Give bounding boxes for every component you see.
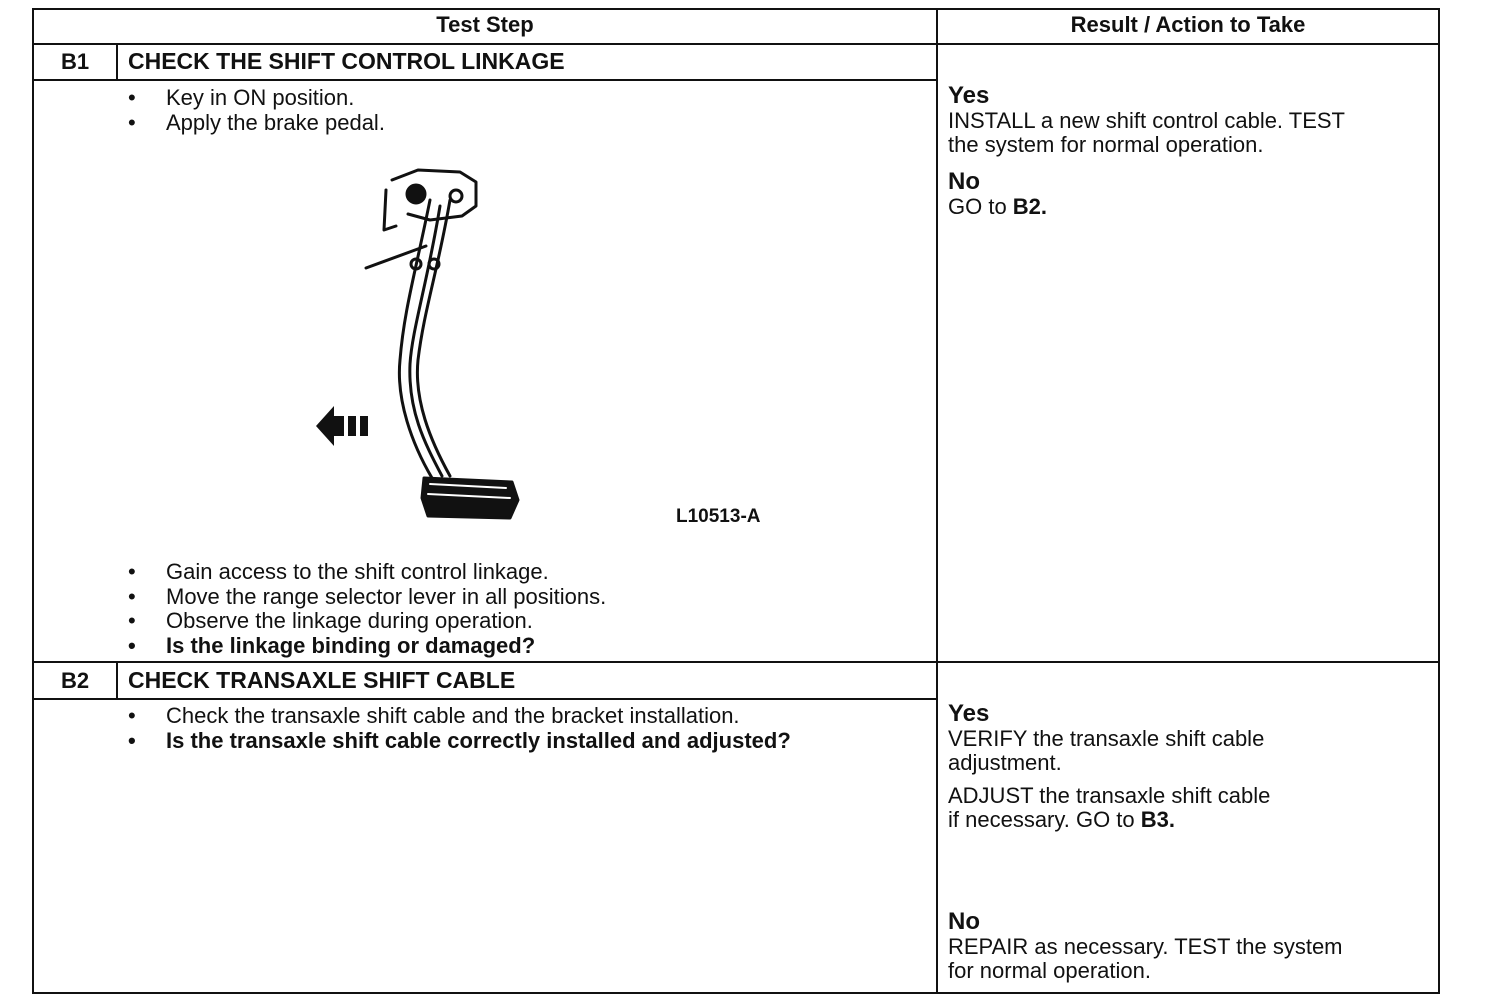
yes-action-text: if necessary. GO to [948,807,1141,832]
b1-result-no [948,170,1047,219]
figure-label: L10513-A [676,506,761,527]
step-id-b1: B1 [60,49,90,74]
b2-title-divider [32,698,937,700]
yes-label: Yes [948,82,990,109]
list-item: • Key in ON position. [128,86,385,111]
step-title-b1: CHECK THE SHIFT CONTROL LINKAGE [128,48,565,74]
list-item: • Gain access to the shift control linkage. [128,560,606,585]
goto-step-link[interactable]: B2. [1012,193,1048,219]
list-item-question: • Is the linkage binding or damaged? [128,634,606,659]
no-label: No [948,168,980,195]
b1-instructions-bottom [128,560,606,658]
b2-result-yes [948,702,1270,833]
no-action-line: for normal operation. [948,958,1151,983]
yes-action-line: INSTALL a new shift control cable. TEST [948,107,1345,133]
list-item: • Check the transaxle shift cable and the bracket installation. [128,704,791,729]
list-item: • Observe the linkage during operation. [128,609,606,634]
yes-action-line [948,808,1270,833]
step-divider [32,661,1440,663]
yes-action-line: ADJUST the transaxle shift cable [948,782,1271,808]
yes-action-line: VERIFY the transaxle shift cable [948,725,1265,751]
b1-id-divider [116,43,118,81]
b1-title-divider [32,79,937,81]
yes-action-line: adjustment. [948,750,1062,775]
brake-pedal-illustration [300,160,540,530]
header-result-action: Result / Action to Take [1070,12,1306,37]
no-action-line: REPAIR as necessary. TEST the system [948,933,1343,959]
b2-instructions [128,704,791,753]
no-action-line [948,195,1047,220]
b1-result-yes [948,84,1345,158]
step-title-b2: CHECK TRANSAXLE SHIFT CABLE [128,667,516,693]
yes-label: Yes [948,700,990,727]
list-item: • Apply the brake pedal. [128,111,385,136]
no-label: No [948,908,980,935]
no-action-text: GO to [948,193,1013,219]
column-divider [936,8,938,994]
b1-instructions-top [128,86,385,135]
step-id-b2: B2 [60,668,90,693]
b2-result-no [948,910,1343,984]
goto-step-link[interactable]: B3. [1140,807,1176,832]
list-item: • Move the range selector lever in all positions. [128,585,606,610]
yes-action-line: the system for normal operation. [948,132,1264,157]
b2-id-divider [116,661,118,700]
list-item-question: • Is the transaxle shift cable correctly installed and adjusted? [128,729,791,754]
header-test-step: Test Step [436,12,534,37]
header-divider [32,43,1440,45]
